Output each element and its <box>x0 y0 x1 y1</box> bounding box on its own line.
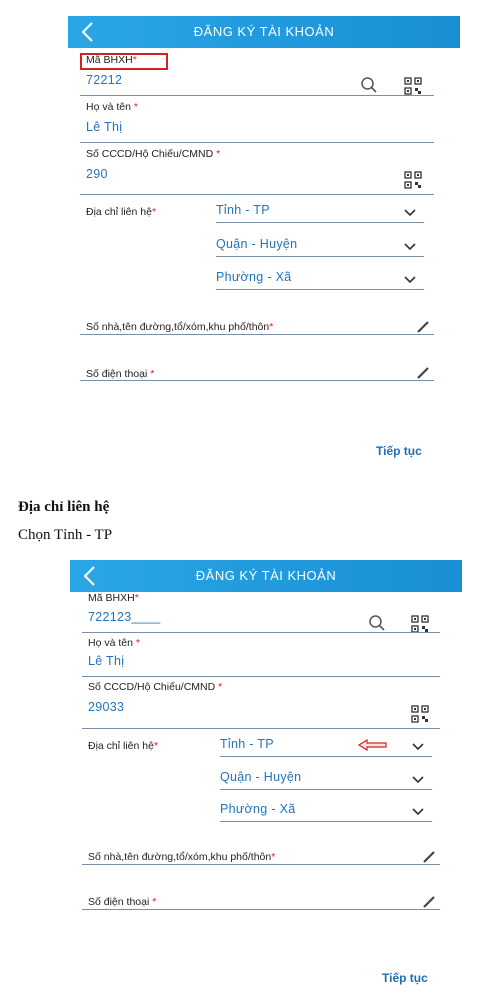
bhxh-label: Mã BHXH* <box>88 592 139 604</box>
name-underline <box>82 676 440 677</box>
app-bar <box>68 16 460 48</box>
app-bar <box>70 560 462 592</box>
name-label: Họ và tên * <box>86 101 138 113</box>
name-underline <box>80 142 434 143</box>
ward-underline <box>220 821 432 822</box>
next-button[interactable]: Tiếp tục <box>376 444 422 458</box>
qr-code-icon[interactable] <box>411 615 429 633</box>
province-underline <box>220 756 432 757</box>
qr-code-icon[interactable] <box>404 171 422 189</box>
phone-label: Số điện thoại * <box>88 896 157 908</box>
pencil-icon[interactable] <box>416 366 430 380</box>
province-select[interactable]: Tỉnh - TP <box>216 203 270 217</box>
bhxh-input[interactable]: 72212 <box>86 73 123 87</box>
red-arrow-left-icon <box>358 739 388 751</box>
province-underline <box>216 222 424 223</box>
ward-select[interactable]: Phường - Xã <box>220 802 296 816</box>
district-select[interactable]: Quận - Huyện <box>220 770 302 784</box>
id-label: Số CCCD/Hộ Chiếu/CMND * <box>88 681 223 693</box>
phone-underline <box>80 380 434 381</box>
bhxh-label: Mã BHXH* <box>86 54 137 66</box>
id-input[interactable]: 290 <box>86 167 108 181</box>
section-heading: Địa chỉ liên hệ <box>18 499 110 515</box>
bhxh-underline <box>80 95 434 96</box>
chevron-down-icon[interactable] <box>412 808 424 816</box>
district-underline <box>220 789 432 790</box>
district-underline <box>216 256 424 257</box>
name-label: Họ và tên * <box>88 637 140 649</box>
ward-underline <box>216 289 424 290</box>
street-label: Số nhà,tên đường,tổ/xóm,khu phố/thôn* <box>86 321 274 333</box>
phone-label: Số điện thoại * <box>86 368 155 380</box>
search-icon[interactable] <box>360 76 378 94</box>
pencil-icon[interactable] <box>422 895 436 909</box>
name-input[interactable]: Lê Thị <box>88 654 125 668</box>
instruction-text: Chọn Tỉnh - TP <box>18 527 113 543</box>
name-input[interactable]: Lê Thị <box>86 120 123 134</box>
qr-code-icon[interactable] <box>404 77 422 95</box>
id-label: Số CCCD/Hộ Chiếu/CMND * <box>86 148 221 160</box>
id-underline <box>80 194 434 195</box>
chevron-down-icon[interactable] <box>404 209 416 217</box>
street-label: Số nhà,tên đường,tổ/xóm,khu phố/thôn* <box>88 851 276 863</box>
bhxh-input[interactable]: 722123____ <box>88 610 161 624</box>
ward-select[interactable]: Phường - Xã <box>216 270 292 284</box>
search-icon[interactable] <box>368 614 386 632</box>
chevron-down-icon[interactable] <box>404 276 416 284</box>
pencil-icon[interactable] <box>422 850 436 864</box>
id-underline <box>82 728 440 729</box>
bhxh-underline <box>82 632 440 633</box>
chevron-down-icon[interactable] <box>404 243 416 251</box>
registration-screen-1 <box>68 16 460 468</box>
district-select[interactable]: Quận - Huyện <box>216 237 298 251</box>
phone-underline <box>82 909 440 910</box>
page-title: ĐĂNG KÝ TÀI KHOẢN <box>193 24 335 39</box>
province-select[interactable]: Tỉnh - TP <box>220 737 274 751</box>
id-input[interactable]: 29033 <box>88 700 125 714</box>
street-underline <box>80 334 434 335</box>
registration-screen-2 <box>70 560 462 995</box>
address-label: Địa chỉ liên hệ* <box>86 206 157 218</box>
next-button[interactable]: Tiếp tục <box>382 971 428 985</box>
page-title: ĐĂNG KÝ TÀI KHOẢN <box>195 568 337 583</box>
chevron-down-icon[interactable] <box>412 776 424 784</box>
address-label: Địa chỉ liên hệ* <box>88 740 159 752</box>
street-underline <box>82 864 440 865</box>
qr-code-icon[interactable] <box>411 705 429 723</box>
chevron-down-icon[interactable] <box>412 743 424 751</box>
pencil-icon[interactable] <box>416 320 430 334</box>
